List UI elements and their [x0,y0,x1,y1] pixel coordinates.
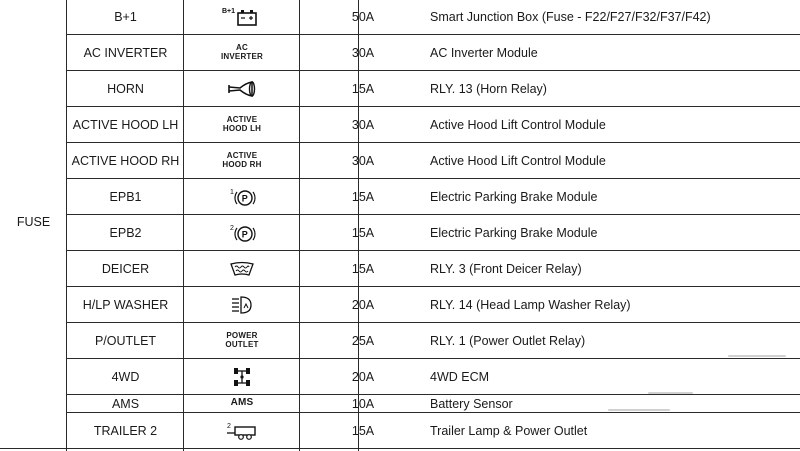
fuse-name: P/OUTLET [94,333,157,348]
svg-text:2: 2 [227,422,231,430]
fuse-description: Active Hood Lift Control Module [430,153,606,168]
table-row [67,0,800,34]
horn-icon [184,71,300,106]
fuse-amperage: 20A [351,369,375,384]
fuse-amperage: 10A [351,396,375,411]
fuse-name: EPB1 [109,189,142,204]
fuse-amperage: 20A [351,297,375,312]
fuse-description: 4WD ECM [430,369,490,384]
headlamp-washer-icon [184,287,300,322]
fuse-name: AMS [111,396,140,411]
fuse-description: Electric Parking Brake Module [430,225,598,240]
table-row [67,359,800,394]
fuse-amperage: 50A [351,10,375,24]
svg-text:1: 1 [230,188,234,196]
fuse-amperage: 15A [351,81,375,96]
battery-icon [184,0,300,34]
table-row [67,143,800,178]
grid-line [0,448,800,449]
svg-text:2: 2 [230,224,234,232]
fuse-name: ACTIVE HOOD RH [71,153,180,168]
active-hood-lh-text-icon: ACTIVE HOOD LH [222,115,262,133]
fuse-description: RLY. 1 (Power Outlet Relay) [430,333,586,348]
fuse-description: Active Hood Lift Control Module [430,117,606,132]
fuse-name: HORN [107,81,144,96]
ams-text-icon: AMS [230,397,254,409]
fuse-amperage: 15A [351,261,375,276]
fuse-amperage: 30A [351,117,375,132]
fuse-name: 4WD [111,369,140,384]
fuse-description: Smart Junction Box (Fuse - F22/F27/F32/F37/F42) [430,10,711,24]
table-row [67,35,800,70]
table-row [67,395,800,412]
fuse-description: Electric Parking Brake Module [430,189,598,204]
group-label: FUSE [16,215,51,229]
fuse-description: Trailer Lamp & Power Outlet [430,423,588,438]
fuse-description: RLY. 14 (Head Lamp Washer Relay) [430,297,631,312]
scan-smudge [728,355,786,357]
trailer-icon [184,413,300,448]
table-row [67,287,800,322]
fuse-description: AC Inverter Module [430,45,538,60]
table-row [67,179,800,214]
table-row [67,413,800,448]
fuse-description: RLY. 3 (Front Deicer Relay) [430,261,582,276]
fuse-name: EPB2 [109,225,142,240]
svg-text:P: P [241,193,248,203]
fuse-amperage: 25A [351,333,375,348]
table-row [67,215,800,250]
fuse-amperage: 30A [351,45,375,60]
fuse-amperage: 30A [351,153,375,168]
fuse-name: H/LP WASHER [82,297,169,312]
table-row [67,251,800,286]
scan-smudge [608,409,670,411]
svg-text:P: P [241,229,248,239]
power-outlet-text-icon: POWER OUTLET [225,331,259,349]
fuse-name: AC INVERTER [83,45,168,60]
4wd-icon [184,359,300,394]
scan-smudge [648,392,693,394]
ac-inverter-text-icon: AC INVERTER [220,43,264,61]
fuse-amperage: 15A [351,423,375,438]
table-row [67,323,800,358]
parking-brake-icon [184,215,300,250]
table-row [67,107,800,142]
active-hood-rh-text-icon: ACTIVE HOOD RH [222,151,262,169]
fuse-amperage: 15A [351,189,375,204]
fuse-description: Battery Sensor [430,396,513,411]
fuse-amperage: 15A [351,225,375,240]
deicer-icon [184,251,300,286]
fuse-description: RLY. 13 (Horn Relay) [430,81,547,96]
fuse-name: ACTIVE HOOD LH [72,117,179,132]
table-row [67,71,800,106]
fuse-name: TRAILER 2 [93,423,158,438]
fuse-name: B+1 [114,10,137,24]
parking-brake-icon [184,179,300,214]
svg-text:B+1: B+1 [222,8,236,15]
fuse-name: DEICER [101,261,150,276]
